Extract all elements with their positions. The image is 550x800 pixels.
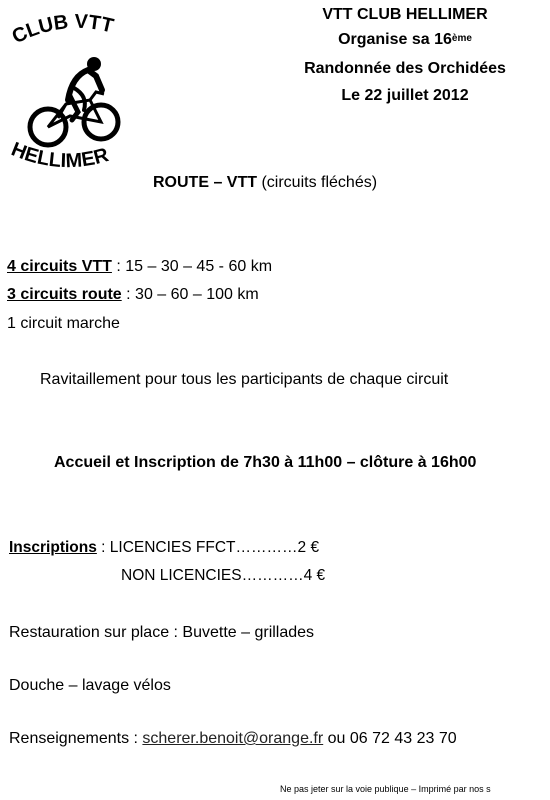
- footer-note: Ne pas jeter sur la voie publique – Imprimé par nos s: [280, 784, 491, 794]
- header-event-name: Randonnée des Orchidées: [304, 60, 506, 77]
- inscriptions-licencies-text: : LICENCIES FFCT…………2 €: [96, 539, 320, 556]
- club-logo: [6, 4, 138, 184]
- cyclist-logo-icon: [6, 4, 138, 184]
- renseignements-label: Renseignements :: [9, 730, 143, 747]
- inscriptions-label: Inscriptions: [9, 539, 97, 556]
- header-edition-text: Organise sa 16: [338, 31, 452, 48]
- circuit-vtt-label: 4 circuits VTT: [7, 258, 112, 275]
- logo-bottom-text: HELLIMER: [8, 138, 112, 173]
- renseignements-line: [9, 730, 457, 748]
- accueil-text: Accueil et Inscription de 7h30 à 11h00 – clôture à 16h00: [54, 454, 477, 471]
- route-title-normal: (circuits fléchés): [257, 174, 378, 191]
- route-title-bold: ROUTE – VTT: [153, 174, 258, 191]
- douche-text: Douche – lavage vélos: [9, 677, 171, 694]
- inscriptions-non-licencies: NON LICENCIES…………4 €: [121, 567, 326, 584]
- restauration-text: Restauration sur place : Buvette – grillades: [9, 624, 315, 641]
- circuit-route: [7, 286, 259, 304]
- header-edition: [285, 31, 525, 49]
- logo-top-text: CLUB VTT: [8, 10, 116, 49]
- circuit-vtt: [7, 258, 272, 276]
- header-edition-sup: ème: [451, 33, 472, 44]
- header-club-name: VTT CLUB HELLIMER: [322, 6, 488, 23]
- header-date: Le 22 juillet 2012: [341, 87, 469, 104]
- inscriptions-licencies: [9, 539, 319, 557]
- circuit-vtt-text: : 15 – 30 – 45 - 60 km: [111, 258, 273, 275]
- route-title: [153, 174, 377, 192]
- ravitaillement-text: Ravitaillement pour tous les participants de chaque circuit: [40, 371, 449, 388]
- email-link[interactable]: scherer.benoit@orange.fr: [142, 730, 324, 747]
- phone-number: ou 06 72 43 23 70: [323, 730, 457, 747]
- circuit-marche: 1 circuit marche: [7, 315, 120, 332]
- circuit-route-label: 3 circuits route: [7, 286, 122, 303]
- circuit-route-text: : 30 – 60 – 100 km: [121, 286, 259, 303]
